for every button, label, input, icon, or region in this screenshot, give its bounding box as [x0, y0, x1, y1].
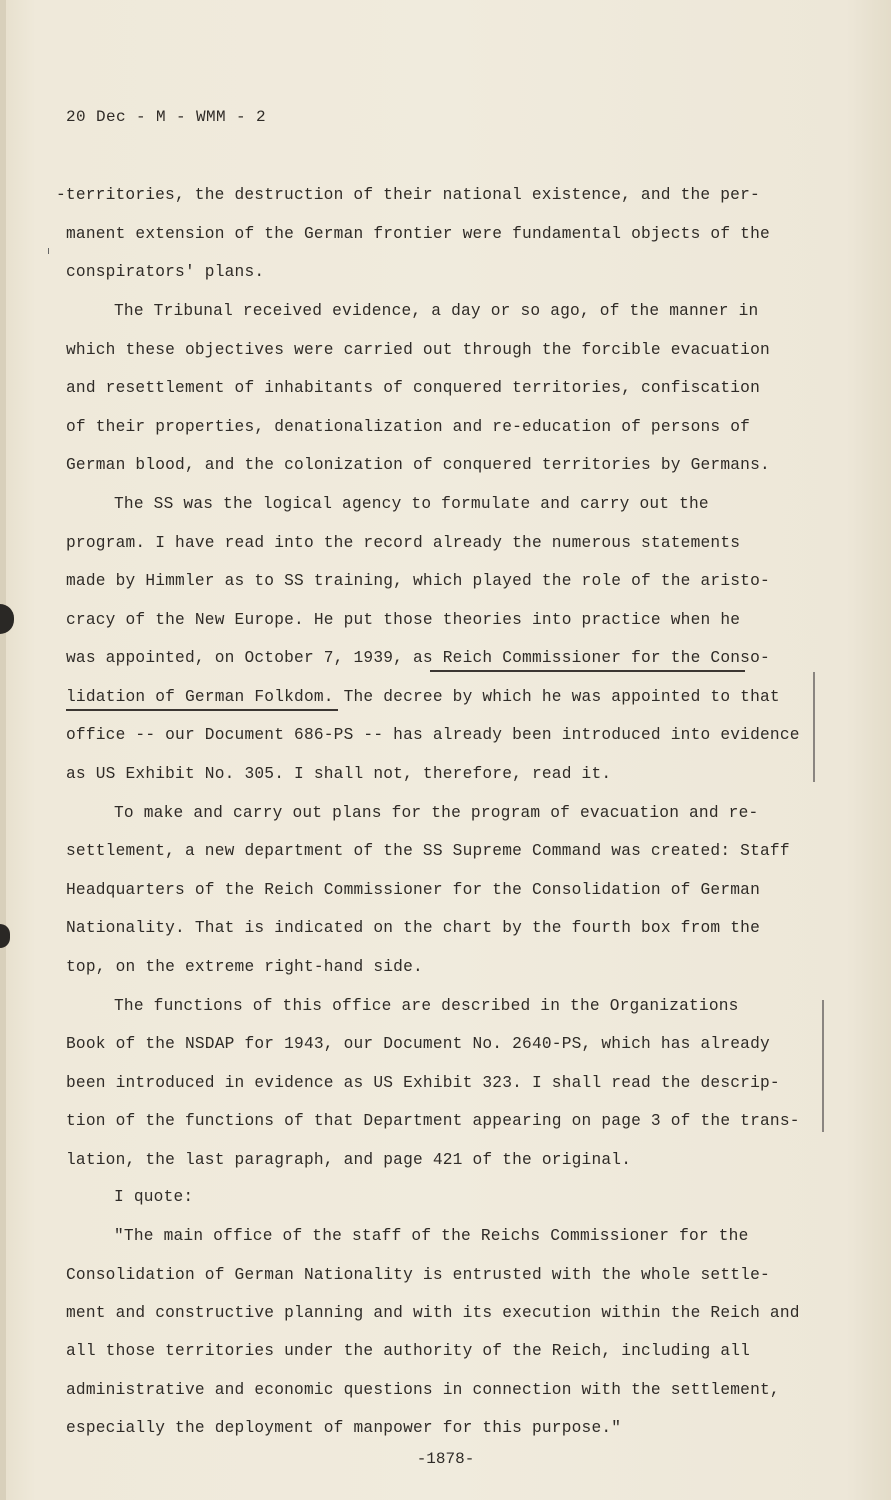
text-line: lidation of German Folkdom. The decree by which he was appointed to that: [66, 688, 780, 706]
text-line: top, on the extreme right-hand side.: [66, 958, 423, 976]
text-line: especially the deployment of manpower for this purpose.": [66, 1419, 622, 1437]
text-line: settlement, a new department of the SS Supreme Command was created: Staff: [66, 842, 790, 860]
paper-edge: [0, 0, 6, 1500]
text-line: "The main office of the staff of the Reichs Commissioner for the: [114, 1227, 749, 1245]
text-line: administrative and economic questions in connection with the settlement,: [66, 1381, 780, 1399]
binder-hole: [0, 924, 10, 948]
text-line: The SS was the logical agency to formulate and carry out the: [114, 495, 709, 513]
text-line: Headquarters of the Reich Commissioner for the Consolidation of German: [66, 881, 760, 899]
margin-line-mark: [813, 672, 815, 782]
text-line: program. I have read into the record already the numerous statements: [66, 534, 741, 552]
page-number: -1878-: [416, 1450, 475, 1468]
text-line: German blood, and the colonization of conquered territories by Germans.: [66, 456, 770, 474]
text-line: I quote:: [114, 1188, 194, 1206]
text-line: lation, the last paragraph, and page 421 of the original.: [66, 1151, 632, 1169]
text-line: -territories, the destruction of their national existence, and the per-: [56, 186, 760, 204]
handwritten-underline: [430, 670, 745, 672]
page-header: 20 Dec - M - WMM - 2: [66, 108, 267, 126]
text-line: of their properties, denationalization and re-education of persons of: [66, 418, 751, 436]
margin-line-mark: [822, 1000, 824, 1132]
text-line: all those territories under the authority of the Reich, including all: [66, 1342, 751, 1360]
text-line: cracy of the New Europe. He put those theories into practice when he: [66, 611, 741, 629]
text-line: made by Himmler as to SS training, which played the role of the aristo-: [66, 572, 770, 590]
text-line: Book of the NSDAP for 1943, our Document No. 2640-PS, which has already: [66, 1035, 770, 1053]
text-line: The Tribunal received evidence, a day or so ago, of the manner in: [114, 302, 759, 320]
text-line: office -- our Document 686-PS -- has already been introduced into evidence: [66, 726, 800, 744]
binder-hole: [0, 604, 14, 634]
text-line: tion of the functions of that Department appearing on page 3 of the trans-: [66, 1112, 800, 1130]
text-line: manent extension of the German frontier were fundamental objects of the: [66, 225, 770, 243]
text-line: ment and constructive planning and with its execution within the Reich and: [66, 1304, 800, 1322]
text-line: conspirators' plans.: [66, 263, 265, 281]
text-line: as US Exhibit No. 305. I shall not, therefore, read it.: [66, 765, 612, 783]
text-line: To make and carry out plans for the program of evacuation and re-: [114, 804, 759, 822]
text-line: was appointed, on October 7, 1939, as Reich Commissioner for the Conso-: [66, 649, 770, 667]
text-line: The functions of this office are described in the Organizations: [114, 997, 739, 1015]
margin-tick: [48, 248, 53, 254]
text-line: which these objectives were carried out through the forcible evacuation: [66, 341, 770, 359]
text-line: Consolidation of German Nationality is entrusted with the whole settle-: [66, 1266, 770, 1284]
text-line: and resettlement of inhabitants of conquered territories, confiscation: [66, 379, 760, 397]
text-line: Nationality. That is indicated on the chart by the fourth box from the: [66, 919, 760, 937]
handwritten-underline: [66, 709, 338, 711]
text-line: been introduced in evidence as US Exhibit 323. I shall read the descrip-: [66, 1074, 780, 1092]
